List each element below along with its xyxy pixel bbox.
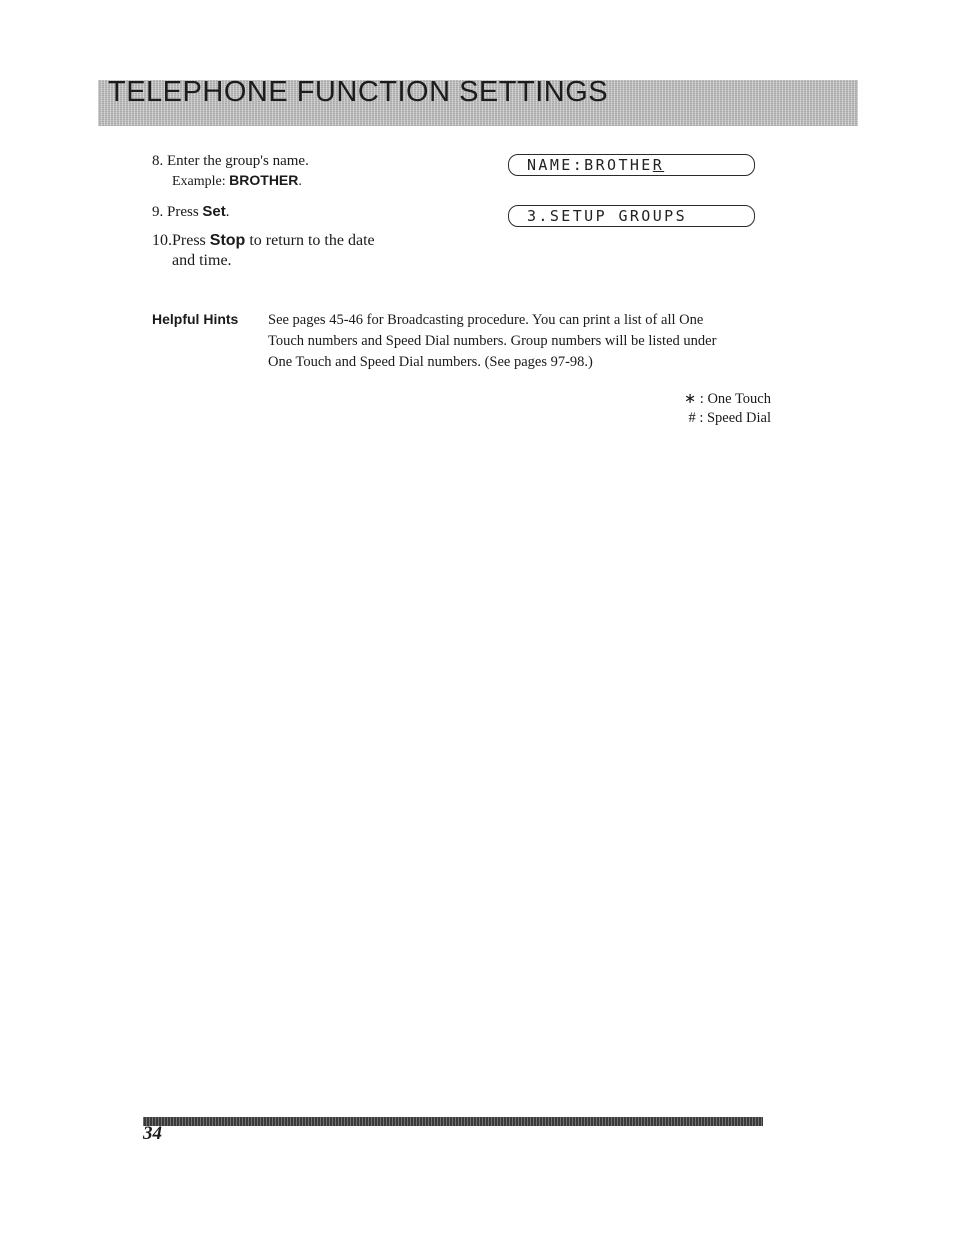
symbol-legend: [684, 390, 771, 428]
step-9-number: 9.: [152, 204, 164, 220]
step-10-number: 10.: [152, 232, 172, 249]
example-label: Example:: [172, 174, 226, 189]
hint-line: See pages 45-46 for Broadcasting procedure. You can print a list of all One: [268, 312, 704, 328]
set-key-label: Set: [202, 203, 226, 220]
hint-line: Touch numbers and Speed Dial numbers. Group numbers will be listed under: [268, 333, 717, 349]
lcd-setup-text: 3.SETUP GROUPS: [527, 207, 688, 225]
helpful-hints-label: Helpful Hints: [152, 311, 239, 327]
lcd-cursor-char: R: [652, 156, 665, 174]
page-title: TELEPHONE FUNCTION SETTINGS: [108, 76, 609, 108]
lcd-name-text: NAME:BROTHE: [527, 156, 653, 174]
step-10-continuation: and time.: [172, 252, 232, 269]
step-9-prefix: Press: [167, 204, 199, 220]
example-end: .: [298, 174, 302, 189]
step-8-number: 8.: [152, 153, 164, 169]
step-9-suffix: .: [225, 204, 230, 220]
stop-key-label: Stop: [209, 232, 246, 249]
legend-one-touch: ∗ : One Touch: [684, 391, 771, 407]
hint-line: One Touch and Speed Dial numbers. (See pages 97-98.): [268, 354, 593, 370]
lcd-display-name: [508, 154, 755, 176]
step-8-text: Enter the group's name.: [167, 153, 309, 169]
legend-speed-dial: # : Speed Dial: [688, 410, 771, 426]
page-number: 34: [143, 1123, 162, 1144]
step-8-example: [172, 171, 302, 191]
example-value: BROTHER: [229, 172, 299, 188]
step-8: [152, 152, 309, 171]
footer-bar: [143, 1117, 763, 1126]
step-10-prefix: Press: [172, 232, 206, 249]
lcd-display-setup-groups: [508, 205, 755, 227]
step-9: [152, 202, 230, 222]
step-10: [152, 231, 375, 251]
helpful-hints-text: [268, 310, 773, 373]
step-10-suffix: to return to the date: [249, 232, 375, 249]
